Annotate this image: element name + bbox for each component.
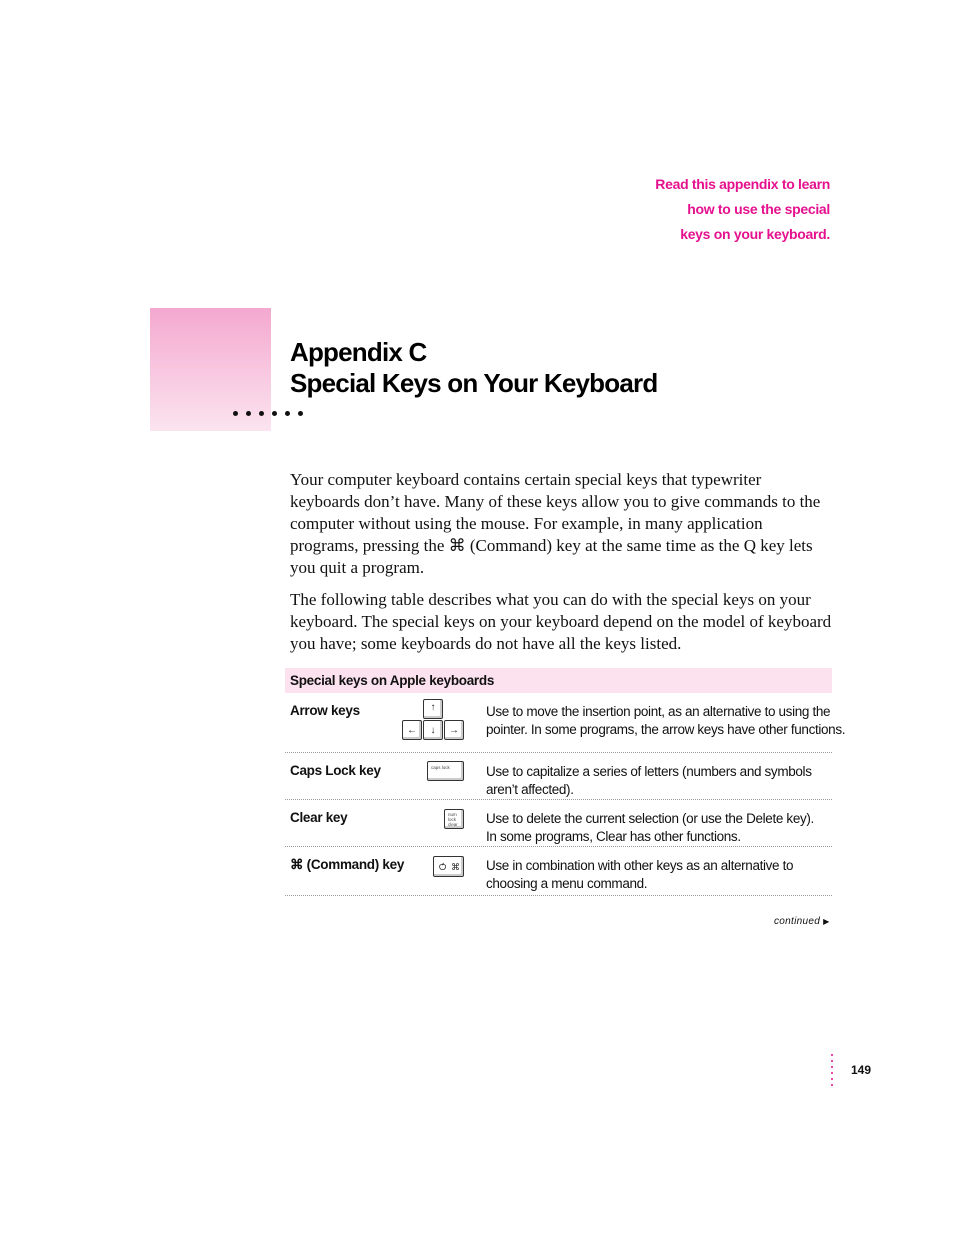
table-row [285,800,832,847]
key-name: Caps Lock key [290,763,381,778]
key-description: Use to move the insertion point, as an alternative to using the pointer. In some programs, the arrow keys have other functions. [486,704,846,737]
command-symbol-icon: ⌘ [451,863,460,873]
special-keys-table [285,668,846,896]
table-title: Special keys on Apple keyboards [285,668,832,693]
caps-lock-keycap-icon: caps lock [427,761,464,781]
key-description: Use in combination with other keys as an alternative to choosing a menu command. [486,858,794,891]
table-intro-paragraph: The following table describes what you can do with the special keys on your keyboard. The special keys on your keyboard depend on the model of keyboard you have; some keyboards do not have all the keys listed. [290,590,832,653]
arrow-down-keycap-icon: ↓ [423,720,443,740]
continued-indicator [774,916,830,927]
right-triangle-icon: ▶ [823,917,830,926]
intro-paragraph: Your computer keyboard contains certain special keys that typewriter keyboards don’t have. Many of these keys allow you to give commands to the computer without using the mouse. For example, in many application programs, pressing the ⌘ (Command) key at the same time as the Q key lets you quit a program. [290,470,821,577]
key-description: Use to capitalize a series of letters (numbers and symbols aren’t affected). [486,764,812,797]
table-row [285,753,832,800]
arrow-up-keycap-icon: ↑ [423,699,443,719]
decorative-dots [233,405,323,417]
margin-note-line: how to use the special [687,201,830,217]
appendix-title: Special Keys on Your Keyboard [290,368,658,398]
page-number: 149 [851,1063,872,1077]
page-title [290,337,657,399]
table-row [285,847,832,896]
key-name: ⌘ (Command) key [290,857,405,872]
arrow-right-keycap-icon: → [444,720,464,740]
page-number-dots [831,1054,834,1090]
appendix-label: Appendix C [290,337,427,367]
arrow-left-keycap-icon: ← [402,720,422,740]
margin-note-line: keys on your keyboard. [680,226,830,242]
table-row [285,693,846,753]
command-keycap-icon [433,856,464,877]
margin-note-line: Read this appendix to learn [655,176,830,192]
margin-note [570,172,830,247]
key-description: Use to delete the current selection (or use the Delete key). In some programs, Clear has other functions. [486,811,814,844]
key-name: Clear key [290,810,348,825]
key-name: Arrow keys [290,703,360,718]
continued-label: continued [774,916,821,927]
apple-icon [440,863,446,869]
clear-keycap-icon: num lock clear [444,809,464,829]
